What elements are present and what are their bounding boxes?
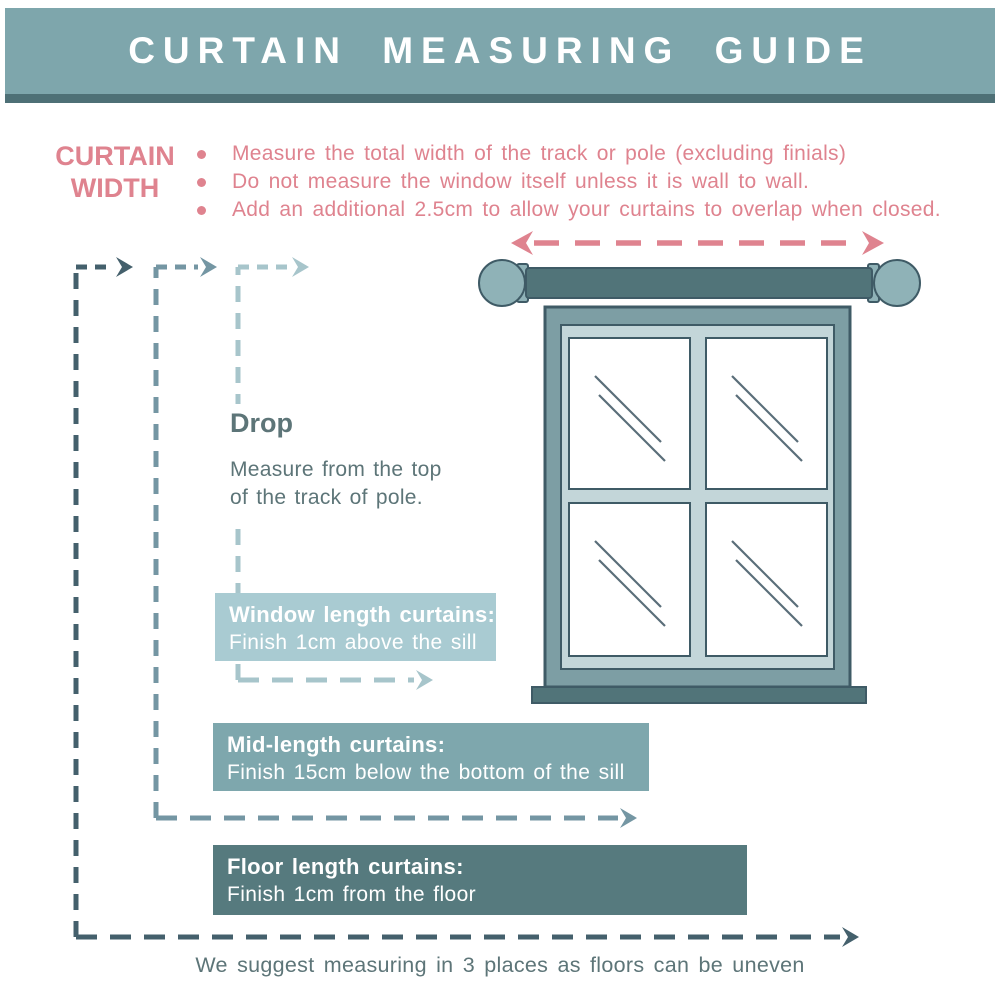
drop-description-line1: Measure from the top: [230, 458, 442, 481]
arrow-right-icon: [200, 257, 217, 277]
window-sill: [532, 687, 866, 703]
arrow-right-icon: [842, 927, 859, 947]
drop-heading: Drop: [230, 408, 293, 438]
pole-finial-right: [874, 260, 920, 306]
bullet-item: [197, 168, 941, 196]
curtain-width-bullet-list: [197, 140, 941, 224]
footer-note: We suggest measuring in 3 places as floors can be uneven: [195, 953, 805, 977]
window-pane-bottom-right: [706, 503, 827, 656]
bullet-dot-icon: [197, 178, 206, 187]
box-title: Floor length curtains:: [227, 854, 464, 879]
bullet-item: [197, 196, 941, 224]
box-title: Mid-length curtains:: [227, 732, 446, 757]
bullet-dot-icon: [197, 150, 206, 159]
window-length-box: [215, 593, 496, 661]
pole-finial-left: [479, 260, 525, 306]
arrow-left-icon: [511, 231, 533, 255]
drop-description-line2: of the track of pole.: [230, 485, 423, 509]
box-description: Finish 15cm below the bottom of the sill: [227, 761, 625, 784]
bullet-dot-icon: [197, 206, 206, 215]
floor-length-box: [213, 845, 747, 915]
drop-section: [222, 404, 458, 523]
window-pane-top-left: [569, 338, 690, 489]
box-title: Window length curtains:: [229, 602, 496, 627]
page-title: CURTAIN MEASURING GUIDE: [128, 30, 872, 71]
bullet-item: [197, 140, 941, 168]
bullet-text: Add an additional 2.5cm to allow your curtains to overlap when closed.: [232, 198, 941, 221]
arrow-right-icon: [292, 257, 309, 277]
bullet-text: Do not measure the window itself unless it is wall to wall.: [232, 170, 810, 193]
arrow-right-icon: [620, 808, 637, 828]
box-description: Finish 1cm above the sill: [229, 631, 477, 654]
mid-length-box: [213, 723, 649, 791]
arrow-right-icon: [862, 231, 884, 255]
window-pane-top-right: [706, 338, 827, 489]
curtain-width-label-line2: WIDTH: [70, 172, 160, 203]
box-description: Finish 1cm from the floor: [227, 883, 477, 906]
bullet-text: Measure the total width of the track or pole (excluding finials): [232, 142, 847, 165]
arrow-right-icon: [116, 257, 133, 277]
curtain-pole: [479, 260, 920, 306]
arrow-right-icon: [416, 670, 433, 690]
width-measure-arrow: [511, 231, 884, 255]
window-pane-bottom-left: [569, 503, 690, 656]
window-illustration: [532, 307, 866, 703]
curtain-width-label-line1: CURTAIN: [55, 141, 175, 171]
drop-description: [230, 456, 458, 511]
curtain-width-label: [50, 141, 180, 205]
